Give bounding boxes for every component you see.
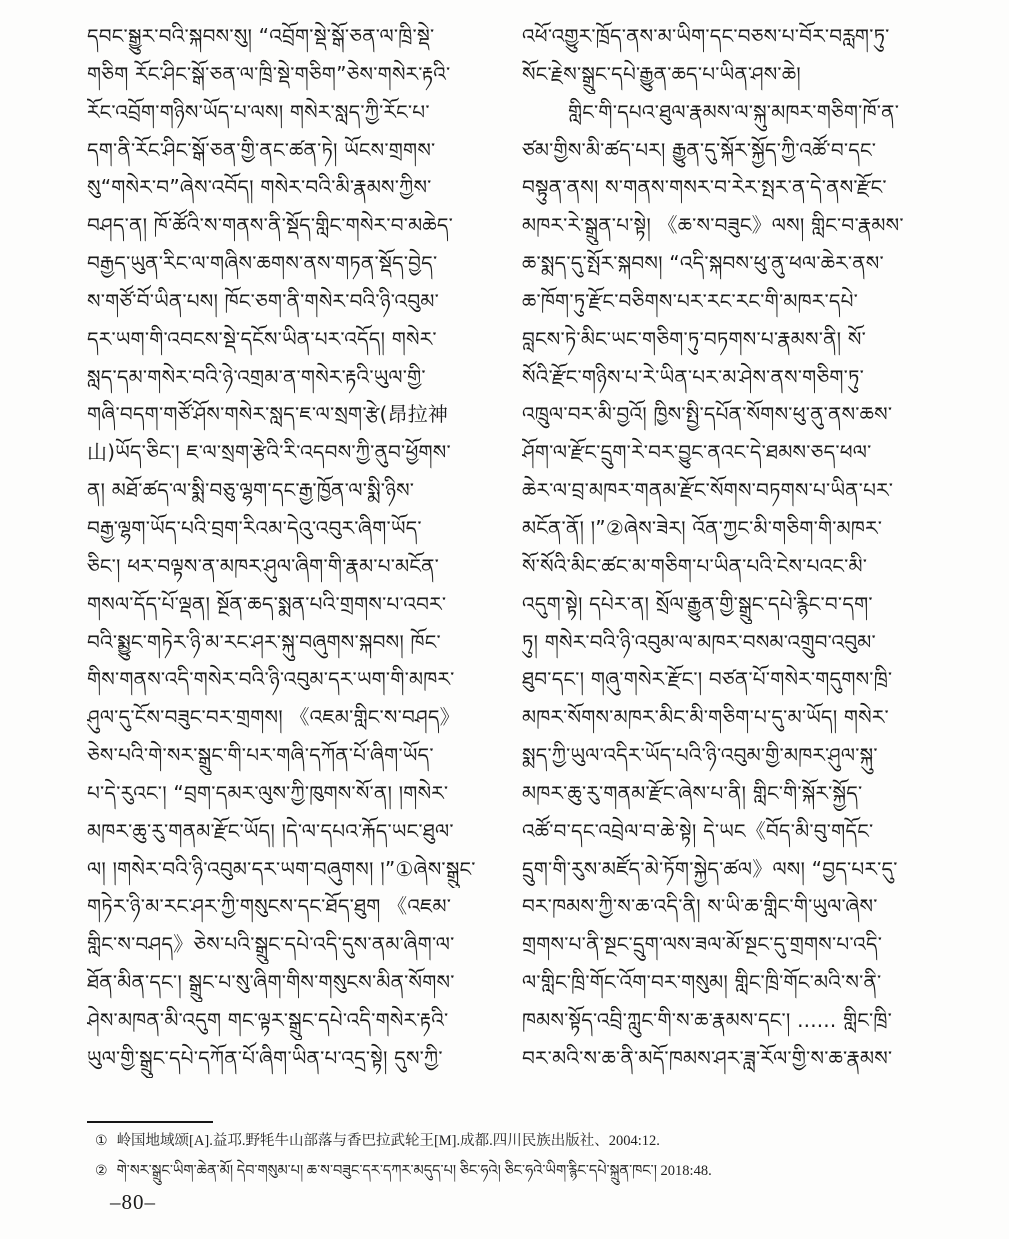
text-line: བའི་སྨྱུང་གཏེར་ཉི་མ་རང་ཤར་སྐུ་བཞུགས་སྐབས། ཁོང་ [87,629,441,654]
text-line: ཆེར་ལ་བྲ་མཁར་གནམ་རྫོང་སོགས་བཏགས་པ་ཡིན་པར་ [522,478,894,503]
text-line: བར་མའི་ས་ཆ་ནི་མདོ་ཁམས་ཤར་ཟླ་རོལ་གྱི་ས་ཆ་རྣམས་ [522,1045,893,1070]
footnote-marker: ② [95,1162,108,1179]
text-line: ཡུལ་གྱི་སྒྲུང་དཔེ་དཀོན་པོ་ཞིག་ཡིན་པ་འདྲ་སྟེ། དུས་ཀྱི་ [87,1045,443,1070]
text-line: ཆ་སྨད་དུ་སྤོར་སྐབས། “འདི་སྐབས་ཕུ་ནུ་ཕལ་ཆེར་ནས་ [522,251,884,276]
text-line: ན། མཐོ་ཚད་ལ་སྨི་བཅུ་ལྷག་དང་རྒྱ་ཁྱོན་ལ་སྨི་ཉིས་ [87,478,415,503]
footnote-marker: ① [95,1133,108,1149]
text-line: འདུག་སྟེ། དཔེར་ན། སྲོལ་རྒྱུན་གྱི་སྒྲུང་དཔེ་རྙིང་བ་དག་ [522,591,873,616]
text-line: བསྟུན་ནས། ས་གནས་གསར་བ་རེར་སྤར་ན་དེ་ནས་རྫོང་ [522,175,887,200]
text-line: གླིང་གི་དཔའ་ཐུལ་རྣམས་ལ་སྐུ་མཁར་གཅིག་ཁོ་ན་ [568,99,900,124]
text-line: དག་ནི་རོང་ཤིང་སྒོ་ཅན་གྱི་ནང་ཚན་ཏེ། ཡོངས་གྲགས་ [87,137,436,162]
text-line: ཐུབ་དང་། གཞུ་གསེར་རྫོང་། བཙན་པོ་གསེར་གདུགས་ཁྲི་ [522,667,893,692]
text-line: འཁྲུལ་བར་མི་བྱའོ། ཁྱིས་སྤྱི་དཔོན་སོགས་ཕུ་ནུ་ནས་ཆས་ [522,402,893,427]
footnotes-section [95,1127,961,1186]
text-line: བརྒྱ་ལྷག་ཡོད་པའི་བྲག་རིའམ་དེའུ་འབུར་ཞིག་ཡོད་ [87,515,422,540]
text-line: མཁར་ཆུ་རུ་གནམ་རྫོང་ཞེས་པ་ནི། གླིང་གི་སྐོར་སྐྱོད་ [522,780,863,805]
footnote-text: གེ་སར་སྒྲུང་ཡིག་ཆེན་མོ། དེབ་གསུམ་པ། ཆ་ས་བཟུང་དར་དཀར་མདུད་པ། ཅིང་ཧའེ། ཅིང་ཧའེ་ཡིག་རྙིང་དཔེ་སྐྲུན་ཁང་། 2018:48. [116,1162,712,1179]
text-line: ཏུ། གསེར་བའི་ཉི་འབུམ་ལ་མཁར་བསམ་འགྲུབ་འབུམ་ [522,629,876,654]
text-line: སོའི་རྫོང་གཉིས་པ་རེ་ཡིན་པར་མ་ཤེས་ནས་གཅིག་ཏུ་ [522,364,865,389]
text-line: པ་དེ་རུའང་། “བྲག་དམར་ལུས་ཀྱི་ཁུགས་སོ་ན། །གསེར་ [87,780,449,805]
left-column [87,18,512,1078]
text-line: ཅིང་། ཕར་བལྟས་ན་མཁར་ཤུལ་ཞིག་གི་རྣམ་པ་མངོན་ [87,553,440,578]
text-line: ས་གཙོ་བོ་ཡིན་པས། ཁོང་ཅག་ནི་གསེར་བའི་ཉི་འབུམ་ [87,288,439,313]
footnote-item [95,1127,961,1157]
text-line: འཕོ་འགྱུར་ཁྲོད་ནས་མ་ཡིག་དང་བཅས་པ་བོར་བརླག་ཏུ་ [522,24,890,48]
text-line: རོང་འབྲོག་གཉིས་ཡོད་པ་ལས། གསེར་སླད་ཀྱི་རོང་པ་ [87,99,430,124]
text-line: ཆ་ཁོག་ཏུ་རྫོང་བཅིགས་པར་རང་རང་གི་མཁར་དཔེ་ [522,288,859,313]
text-line: ཙམ་གྱིས་མི་ཚད་པར། རྒྱུན་དུ་སྐོར་སྐྱོད་ཀྱི་འཚོ་བ་དང་ [522,137,877,162]
right-column [522,18,947,1078]
footnote-divider [87,1121,213,1123]
text-line: བཤད་ན། ཁོ་ཚོའི་ས་གནས་ནི་སྡོད་གླིང་གསེར་བ་མཆེད་ [87,213,453,238]
text-line: མཁར་རེ་སྒྲུན་པ་སྟེ། 《ཆ་ས་བཟུང》ལས། གླིང་བ་རྣམས་ [522,213,904,238]
text-line: 山)ཡོད་ཅིང་། ཇ་ལ་སྲག་རྩེའི་རི་འདབས་ཀྱི་ནུབ་ཕྱོགས་ [87,440,451,465]
text-line: ཤུལ་དུ་ངོས་བཟུང་བར་གྲགས། 《འཇམ་གླིང་ས་བཤད》 [87,705,460,730]
text-line: གསལ་དོད་པོ་ལྡན། སྔོན་ཆད་སྨན་པའི་གྲགས་པ་འབར་ [87,591,447,616]
footnote-item [95,1157,961,1187]
text-line: གཞི་བདག་གཙོ་ཤོས་གསེར་སླད་ཇ་ལ་སྲག་རྩེ(昂拉神 [87,402,449,427]
text-line: ཐོན་མིན་དང་། སྒྲུང་པ་སུ་ཞིག་གིས་གསུངས་མིན་སོགས་ [87,970,455,995]
text-line: གཅིག རོང་ཤིང་སྒོ་ཅན་ལ་ཁྲི་སྡེ་གཅིག”ཅེས་གསེར་རྟའི་ [87,61,451,86]
text-line: གྲགས་པ་ནི་སྔང་དྲུག་ལས་ཟལ་མོ་སྔང་དུ་གྲགས་པ་འདི་ [522,932,883,957]
text-line: སྨད་ཀྱི་ཡུལ་འདིར་ཡོད་པའི་ཉི་འབུམ་གྱི་མཁར་ཤུལ་སྐུ་ [522,743,878,768]
text-line: མཁར་སོགས་མཁར་མིང་མི་གཅིག་པ་དུ་མ་ཡོད། གསེར་ [522,705,889,730]
text-line: མངོན་ནོ། །”②ཞེས་ཟེར། འོན་ཀྱང་མི་གཅིག་གི་མཁར་ [522,515,883,540]
text-line: འཚོ་བ་དང་འབྲེལ་བ་ཆེ་སྟེ། དེ་ཡང《བོད་མི་བུ་གདོང་ [522,818,874,843]
text-line: སུ“གསེར་བ”ཞེས་འབོད། གསེར་བའི་མི་རྣམས་ཀྱིས་ [87,175,432,200]
text-line: ལ། །གསེར་བའི་ཉི་འབུམ་དར་ཡག་བཞུགས། །”①ཞེས་སྒྲུང་ [87,856,476,881]
text-line: དྲུག་གི་རུས་མཛོད་མེ་ཏོག་སྐྱེད་ཚལ》ལས། “བྱད་པར་དུ་ [522,856,898,881]
text-line: ཤོག་ལ་རྫོང་དྲུག་རེ་བར་བྱུང་ནའང་དེ་ཐམས་ཅད་ཕལ་ [522,440,872,465]
text-line: བརྒྱད་ཡུན་རིང་ལ་གཞིས་ཆགས་ནས་གཏན་སྡོད་བྱེད་ [87,251,438,276]
text-line: དར་ཡག་གི་འབངས་སྡེ་དངོས་ཡིན་པར་འདོད། གསེར་ [87,326,437,351]
text-columns [87,18,947,1078]
text-line: བར་ཁམས་ཀྱི་ས་ཆ་འདི་ནི། ས་ཡི་ཆ་གླིང་གི་ཡུལ་ཞེས་ [522,894,878,919]
text-line: སླད་དམ་གསེར་བའི་ཉེ་འགྲམ་ན་གསེར་རྟའི་ཡུལ་གྱི་ [87,364,426,389]
text-line: དབང་སྒྱུར་བའི་སྐབས་སུ། “འབྲོག་སྡེ་སྒོ་ཅན་ལ་ཁྲི་སྡེ་ [87,24,435,48]
footnote-text: 岭国地域颂[A].益邛.野牦牛山部落与香巴拉武轮王[M].成都.四川民族出版社、2004:12. [116,1133,660,1149]
page-number: –80– [110,1190,156,1214]
text-line: ཅེས་པའི་གེ་སར་སྒྲུང་གི་པར་གཞི་དཀོན་པོ་ཞིག་ཡོད་ [87,743,434,768]
text-line: བླངས་ཏེ་མིང་ཡང་གཅིག་ཏུ་བཏགས་པ་རྣམས་ནི། སོ་ [522,326,866,351]
text-line: ཁམས་སྟོད་འབྲི་ཀླུང་གི་ས་ཆ་རྣམས་དང་། ...... གླིང་ཁྲི་ [522,1007,892,1032]
text-line: གླིང་ས་བཤད》ཅེས་པའི་སྒྲུང་དཔེ་འདི་དུས་ནམ་ཞིག་ལ་ [87,932,455,957]
text-line: ལ་གླིང་ཁྲི་གོང་འོག་བར་གསུམ། གླིང་ཁྲི་གོང་མའི་ས་ནི་ [522,970,882,995]
text-line: གིས་གནས་འདི་གསེར་བའི་ཉི་འབུམ་དར་ཡག་གི་མཁར་ [87,667,455,692]
text-line: སོ་སོའི་མིང་ཚང་མ་གཅིག་པ་ཡིན་པའི་ངེས་པའང་མི་ [522,553,868,578]
text-line: མཁར་ཆུ་རུ་གནམ་རྫོང་ཡོད། །དེ་ལ་དཔའ་རྐོད་ཡང་ཐུལ་ [87,818,454,843]
text-line: ཤེས་མཁན་མི་འདུག གང་ལྟར་སྒྲུང་དཔེ་འདི་གསེར་རྟའི་ [87,1007,449,1032]
text-line: སོང་རྗེས་སྒྲུང་དཔེ་རྒྱུན་ཆད་པ་ཡིན་ཤས་ཆེ། [522,61,801,86]
text-line: གཏེར་ཉི་མ་རང་ཤར་ཀྱི་གསུངས་དང་ཐོད་ཐུག 《འཇམ་ [87,894,452,919]
